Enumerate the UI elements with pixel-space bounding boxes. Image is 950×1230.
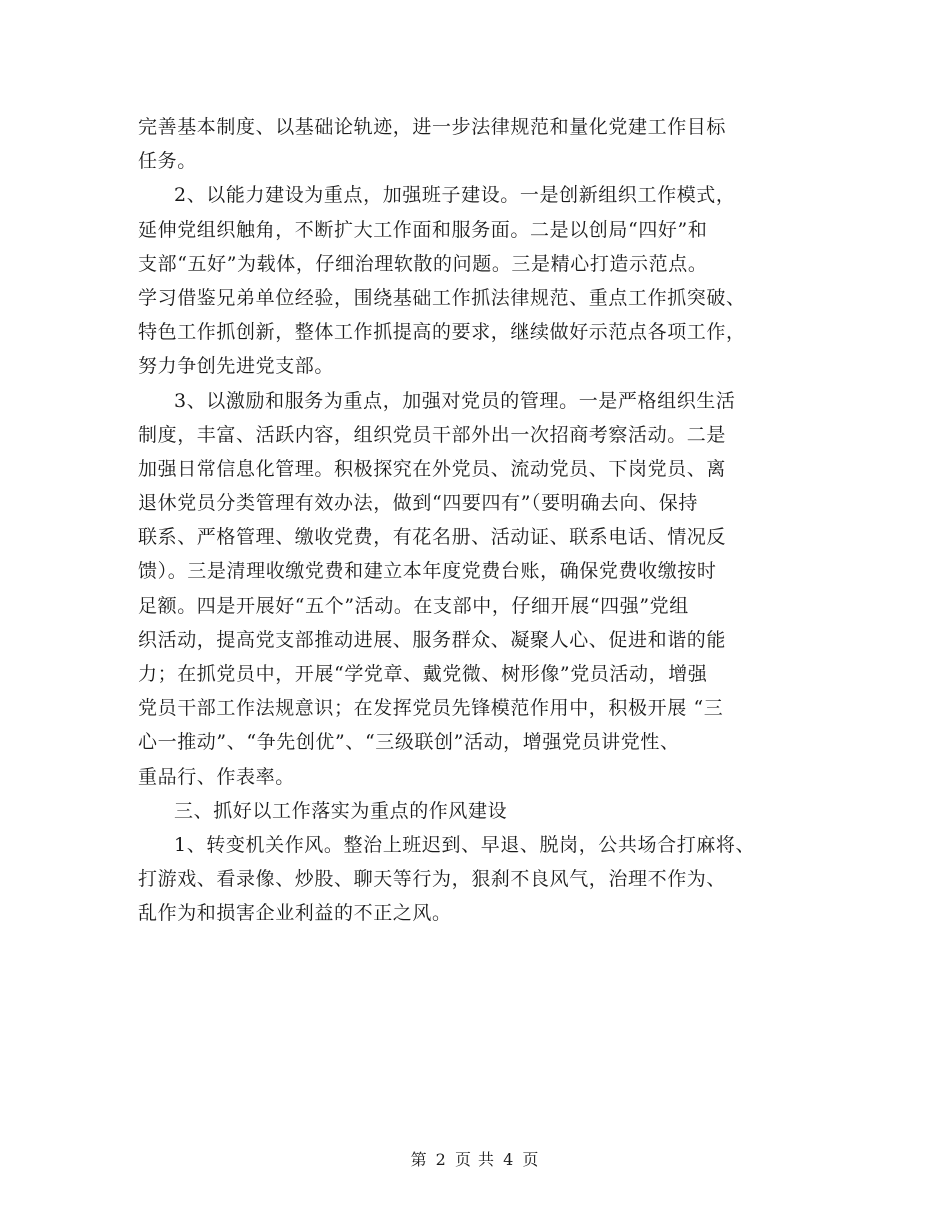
text-line: 心一推动”、“争先创优”、“三级联创”活动，增强党员讲党性、: [138, 731, 680, 754]
current-page-number: 2: [435, 1150, 447, 1169]
text-line: 打游戏、看录像、炒股、聊天等行为，狠刹不良风气，治理不作为、: [138, 868, 727, 891]
text-line: 联系、严格管理、缴收党费，有花名册、活动证、联系电话、情况反: [138, 526, 727, 549]
text-line: 延伸党组织触角，不断扩大工作面和服务面。二是以创局“四好”和: [138, 218, 708, 241]
footer-suffix: 页: [522, 1150, 540, 1169]
paragraph-start-line: 3、以激励和服务为重点，加强对党员的管理。一是严格组织生活: [174, 389, 736, 412]
text-line: 织活动，提高党支部推动进展、服务群众、凝聚人心、促进和谐的能: [138, 628, 727, 651]
text-line: 努力争创先进党支部。: [138, 355, 335, 378]
text-line: 加强日常信息化管理。积极探究在外党员、流动党员、下岗党员、离: [138, 457, 727, 480]
text-line: 重品行、作表率。: [138, 765, 295, 788]
text-line: 乱作为和损害企业利益的不正之风。: [138, 902, 452, 925]
total-pages-number: 4: [503, 1150, 515, 1169]
text-line: 完善基本制度、以基础论轨迹，进一步法律规范和量化党建工作目标: [138, 116, 727, 138]
footer-middle: 页 共: [454, 1150, 496, 1169]
text-line: 力；在抓党员中，开展“学党章、戴党微、树形像”党员活动，增强: [138, 663, 708, 685]
paragraph-start-line: 1、转变机关作风。整治上班迟到、早退、脱岗，公共场合打麻将、: [174, 833, 756, 856]
text-line: 任务。: [138, 150, 197, 173]
paragraph-start-line: 2、以能力建设为重点，加强班子建设。一是创新组织工作模式，: [174, 184, 736, 207]
section-heading: 三、抓好以工作落实为重点的作风建设: [174, 799, 508, 822]
footer-prefix: 第: [410, 1150, 428, 1169]
text-line: 党员干部工作法规意识；在发挥党员先锋模范作用中，积极开展 “三: [138, 697, 724, 720]
text-line: 馈）。三是清理收缴党费和建立本年度党费台账，确保党费收缴按时: [138, 560, 717, 583]
text-line: 特色工作抓创新，整体工作抓提高的要求，继续做好示范点各项工作，: [138, 321, 746, 344]
text-line: 制度，丰富、活跃内容，组织党员干部外出一次招商考察活动。二是: [138, 423, 727, 446]
text-line: 支部“五好”为载体，仔细治理软散的问题。三是精心打造示范点。: [138, 252, 708, 275]
document-body: [138, 110, 838, 931]
text-line: 退休党员分类管理有效办法，做到“四要四有”（要明确去向、保持: [138, 492, 698, 515]
page-footer: [0, 1148, 950, 1172]
text-line: 学习借鉴兄弟单位经验，围绕基础工作抓法律规范、重点工作抓突破、: [138, 286, 746, 309]
text-line: 足额。四是开展好“五个”活动。在支部中，仔细开展“四强”党组: [138, 594, 689, 617]
